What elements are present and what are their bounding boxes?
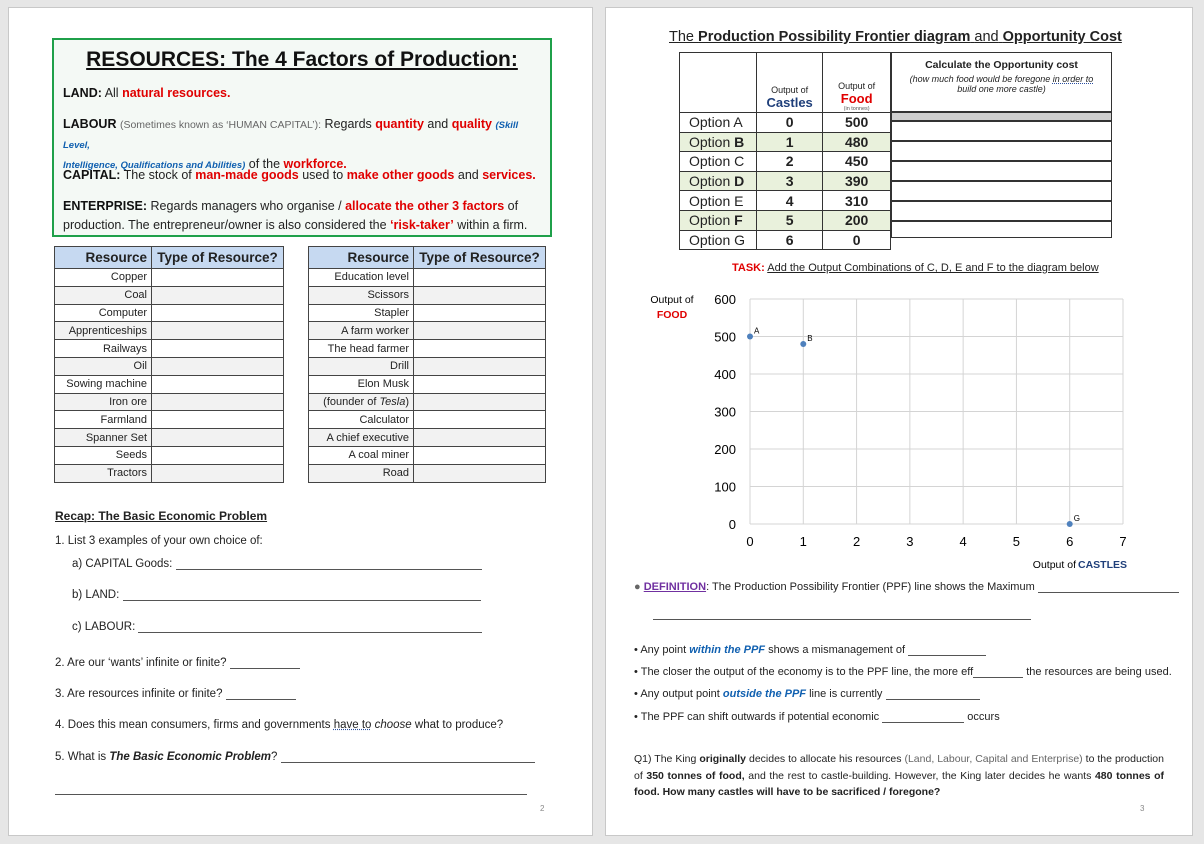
left-page [8, 7, 593, 836]
type-of-resource-cell[interactable] [414, 411, 546, 429]
bullet-within-ppf: • Any point within the PPF shows a mismanagement of [634, 644, 986, 656]
answer-line[interactable] [230, 668, 300, 669]
type-of-resource-cell[interactable] [152, 269, 284, 287]
x-tick-label: 1 [799, 534, 807, 549]
data-point-a [747, 334, 753, 340]
opportunity-cost-cell[interactable] [891, 201, 1112, 221]
ppf-table-row [680, 113, 891, 133]
table-row [55, 429, 284, 447]
table-row [55, 304, 284, 322]
type-of-resource-cell[interactable] [152, 322, 284, 340]
option-label: Option C [680, 152, 757, 172]
y-tick-label: 400 [714, 367, 736, 382]
resource-cell: Education level [309, 269, 414, 287]
col-food-header: Output of Food (in tonnes) [823, 53, 891, 113]
labour-definition: LABOUR (Sometimes known as ‘HUMAN CAPITAL’): Regards quantity and quality (Skill Level, Intelligence, Qualifications and Abilities) of the workforce. [63, 117, 519, 171]
ppf-table [679, 52, 891, 250]
option-label: Option B [680, 132, 757, 152]
ppf-table-row [680, 132, 891, 152]
page-number: 3 [1140, 804, 1145, 813]
type-of-resource-cell[interactable] [152, 464, 284, 482]
type-of-resource-cell[interactable] [152, 357, 284, 375]
recap-q1a: a) CAPITAL Goods: [72, 558, 482, 570]
land-definition: LAND: All natural resources. [63, 86, 231, 100]
answer-line[interactable] [55, 794, 527, 795]
task-instruction: TASK: Add the Output Combinations of C, D, E and F to the diagram below [732, 262, 1099, 274]
option-label: Option A [680, 113, 757, 133]
type-of-resource-cell[interactable] [152, 375, 284, 393]
opportunity-cost-cell[interactable] [891, 121, 1112, 141]
table-row [309, 340, 546, 358]
castles-value: 4 [757, 191, 823, 211]
answer-line[interactable] [653, 619, 1031, 620]
resource-cell: Road [309, 464, 414, 482]
ppf-table-row [680, 191, 891, 211]
table-row [309, 411, 546, 429]
type-of-resource-cell[interactable] [152, 411, 284, 429]
answer-line[interactable] [1038, 592, 1179, 593]
table-row [309, 429, 546, 447]
type-of-resource-cell[interactable] [152, 429, 284, 447]
resource-cell: Elon Musk [309, 375, 414, 393]
answer-line[interactable] [886, 699, 980, 700]
x-tick-label: 3 [906, 534, 914, 549]
option-label: Option D [680, 171, 757, 191]
table-row [55, 340, 284, 358]
answer-line[interactable] [138, 632, 482, 633]
table-header: Type of Resource? [414, 247, 546, 269]
type-of-resource-cell[interactable] [414, 446, 546, 464]
table-row [55, 393, 284, 411]
enterprise-definition: ENTERPRISE: Regards managers who organise / allocate the other 3 factors of production. The entrepreneur/owner is also considered the ‘risk-taker’ within a firm. [63, 199, 528, 232]
table-row [309, 322, 546, 340]
data-point-label: B [807, 334, 813, 343]
resource-cell: Oil [55, 357, 152, 375]
table-row [55, 286, 284, 304]
y-tick-label: 500 [714, 329, 736, 345]
resource-cell: (founder of Tesla) [309, 393, 414, 411]
factors-of-production-box [52, 38, 552, 237]
table-row [309, 304, 546, 322]
option-label: Option G [680, 230, 757, 250]
ppf-table-row [680, 152, 891, 172]
bullet-outside-ppf: • Any output point outside the PPF line is currently [634, 688, 980, 700]
table-row [309, 269, 546, 287]
resource-cell: Calculator [309, 411, 414, 429]
recap-title: Recap: The Basic Economic Problem [55, 509, 268, 523]
recap-q1: 1. List 3 examples of your own choice of: [55, 535, 263, 547]
type-of-resource-cell[interactable] [414, 286, 546, 304]
data-point-b [800, 341, 806, 347]
castles-value: 6 [757, 230, 823, 250]
opportunity-cost-cell[interactable] [891, 181, 1112, 201]
type-of-resource-cell[interactable] [414, 357, 546, 375]
food-value: 310 [823, 191, 891, 211]
opportunity-cost-cell[interactable] [891, 221, 1112, 238]
page-number: 2 [540, 804, 545, 813]
x-axis-label: CASTLES [1078, 559, 1128, 571]
castles-value: 5 [757, 210, 823, 230]
y-axis-label: FOOD [656, 309, 688, 321]
type-of-resource-cell[interactable] [152, 304, 284, 322]
type-of-resource-cell[interactable] [414, 304, 546, 322]
table-header: Resource [55, 247, 152, 269]
answer-line[interactable] [908, 655, 986, 656]
resource-cell: Railways [55, 340, 152, 358]
food-value: 390 [823, 171, 891, 191]
x-tick-label: 0 [746, 534, 754, 549]
y-tick-label: 100 [714, 479, 736, 495]
recap-q4: 4. Does this mean consumers, firms and governments have to choose what to produce? [55, 719, 504, 731]
x-tick-label: 4 [959, 534, 967, 549]
table-row [309, 464, 546, 482]
type-of-resource-cell[interactable] [414, 269, 546, 287]
question-1: Q1) The King originally decides to allocate his resources (Land, Labour, Capital and Enterprise) to the production of 350 tonnes of food, and the rest to castle-building. However, the King later decides he wants 480 tonnes of food. How many castles will have to be sacrificed / foregone? [634, 753, 1165, 798]
x-tick-label: 7 [1119, 534, 1127, 549]
food-value: 500 [823, 113, 891, 133]
answer-line[interactable] [123, 600, 481, 601]
resource-cell: Tractors [55, 464, 152, 482]
recap-q1c: c) LABOUR: [72, 621, 482, 633]
x-tick-label: 5 [1012, 534, 1021, 549]
capital-definition: CAPITAL: The stock of man-made goods used to make other goods and services. [63, 168, 536, 182]
ppf-table-row [680, 210, 891, 230]
resource-cell: The head farmer [309, 340, 414, 358]
table-row [55, 269, 284, 287]
y-tick-label: 600 [714, 292, 736, 307]
y-axis-label-small: Output of [650, 294, 694, 306]
answer-line[interactable] [176, 569, 482, 570]
table-row [55, 375, 284, 393]
resource-cell: Farmland [55, 411, 152, 429]
food-value: 0 [823, 230, 891, 250]
y-tick-label: 200 [714, 442, 736, 457]
type-of-resource-cell[interactable] [152, 340, 284, 358]
resource-cell: Apprenticeships [55, 322, 152, 340]
resource-cell: Computer [55, 304, 152, 322]
table-row [55, 322, 284, 340]
ppf-table-row [680, 230, 891, 250]
recap-q2: 2. Are our ‘wants’ infinite or finite? [55, 657, 300, 669]
resource-cell: Copper [55, 269, 152, 287]
castles-value: 0 [757, 113, 823, 133]
data-point-label: A [754, 326, 760, 336]
opportunity-cost-cell[interactable] [891, 161, 1112, 181]
table-header: Type of Resource? [152, 247, 284, 269]
x-tick-label: 2 [852, 534, 861, 549]
resource-cell: A coal miner [309, 446, 414, 464]
castles-value: 3 [757, 171, 823, 191]
type-of-resource-cell[interactable] [414, 322, 546, 340]
x-tick-label: 6 [1066, 534, 1074, 549]
answer-line[interactable] [226, 699, 296, 700]
table-row [309, 393, 546, 411]
data-point-g [1067, 521, 1073, 527]
table-header: Resource [309, 247, 414, 269]
type-of-resource-cell[interactable] [414, 393, 546, 411]
option-label: Option F [680, 210, 757, 230]
recap-q3: 3. Are resources infinite or finite? [55, 688, 296, 700]
resource-cell: Seeds [55, 446, 152, 464]
answer-line[interactable] [882, 722, 964, 723]
castles-value: 2 [757, 152, 823, 172]
resource-cell: Stapler [309, 304, 414, 322]
food-value: 200 [823, 210, 891, 230]
ppf-chart[interactable] [636, 280, 1176, 572]
col-castles-header: Output of Castles [757, 53, 823, 113]
table-row [55, 357, 284, 375]
factors-title: RESOURCES: The 4 Factors of Production: [86, 48, 518, 71]
opportunity-cost-cell[interactable] [891, 141, 1112, 161]
opportunity-cost-header: Calculate the Opportunity cost (how much food would be foregone in order to build one more castle) [891, 52, 1112, 112]
y-tick-label: 300 [714, 404, 736, 420]
type-of-resource-cell[interactable] [152, 393, 284, 411]
table-row [309, 286, 546, 304]
resource-cell: Coal [55, 286, 152, 304]
table-row [55, 446, 284, 464]
ppf-table-row [680, 171, 891, 191]
table-row [55, 411, 284, 429]
castles-value: 1 [757, 132, 823, 152]
answer-line[interactable] [281, 762, 535, 763]
resource-cell: Spanner Set [55, 429, 152, 447]
type-of-resource-cell[interactable] [152, 446, 284, 464]
data-point-label: G [1073, 514, 1080, 523]
type-of-resource-cell[interactable] [152, 286, 284, 304]
definition-line: ● DEFINITION: The Production Possibility Frontier (PPF) line shows the Maximum [634, 581, 1179, 593]
type-of-resource-cell[interactable] [414, 375, 546, 393]
bullet-closer-output: • The closer the output of the economy is to the PPF line, the more eff the resources are being used. [634, 666, 1172, 678]
resource-cell: Scissors [309, 286, 414, 304]
food-value: 450 [823, 152, 891, 172]
resource-table-1 [54, 246, 284, 483]
type-of-resource-cell[interactable] [414, 464, 546, 482]
table-row [309, 375, 546, 393]
x-axis-label-small: Output of [1032, 559, 1076, 571]
page-title: The Production Possibility Frontier diagram and Opportunity Cost [669, 29, 1122, 45]
y-tick-label: 0 [728, 517, 736, 532]
table-row [309, 357, 546, 375]
option-label: Option E [680, 191, 757, 211]
resource-cell: Iron ore [55, 393, 152, 411]
bullet-ppf-shift: • The PPF can shift outwards if potential economic occurs [634, 711, 1000, 723]
answer-line[interactable] [973, 677, 1023, 678]
recap-q5: 5. What is The Basic Economic Problem? [55, 751, 535, 763]
table-row [309, 446, 546, 464]
resource-cell: Sowing machine [55, 375, 152, 393]
type-of-resource-cell[interactable] [414, 429, 546, 447]
resource-table-2 [308, 246, 546, 483]
right-page [605, 7, 1193, 836]
table-row [55, 464, 284, 482]
recap-q1b: b) LAND: [72, 589, 481, 601]
type-of-resource-cell[interactable] [414, 340, 546, 358]
resource-cell: A farm worker [309, 322, 414, 340]
resource-cell: A chief executive [309, 429, 414, 447]
resource-cell: Drill [309, 357, 414, 375]
opportunity-cost-cell [891, 112, 1112, 121]
food-value: 480 [823, 132, 891, 152]
